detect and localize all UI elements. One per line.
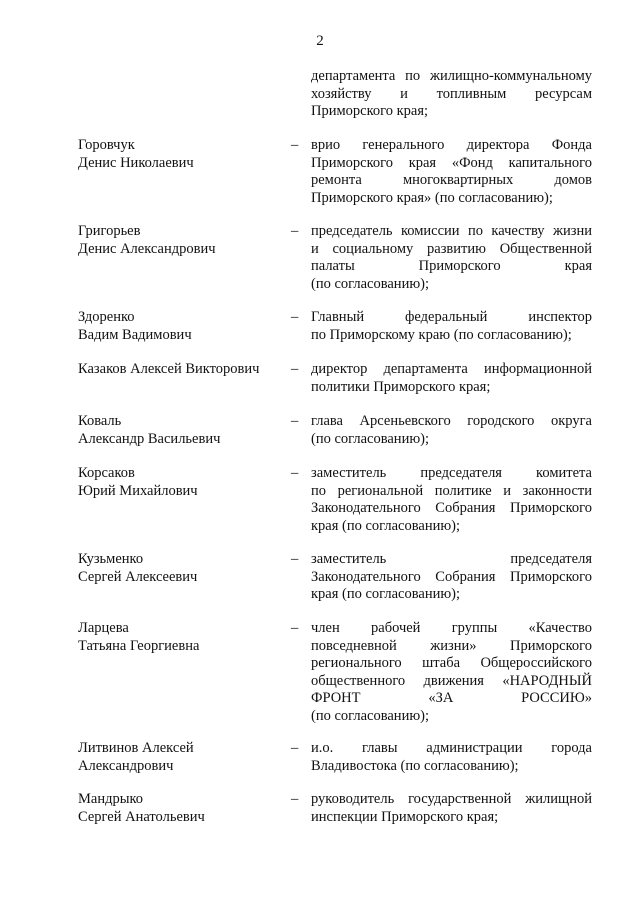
dash-separator: – <box>291 620 299 636</box>
desc-line: Законодательного Собрания Приморского <box>311 500 592 516</box>
desc-line: по Приморскому краю (по согласованию); <box>311 326 572 343</box>
member-name <box>78 361 278 379</box>
desc-line: ФРОНТ «ЗА РОССИЮ» <box>311 690 592 706</box>
name-line: Юрий Михайлович <box>78 482 198 499</box>
desc-line: края (по согласованию); <box>311 517 461 534</box>
name-line: Денис Александрович <box>78 240 216 257</box>
member-name <box>78 137 278 172</box>
desc-line: глава Арсеньевского городского округа <box>311 413 592 429</box>
desc-line: хозяйству и топливным ресурсам <box>311 85 592 102</box>
member-name <box>78 551 278 586</box>
name-line: Александрович <box>78 757 174 774</box>
dash-separator: – <box>291 223 299 239</box>
desc-line: повседневной жизни» Приморского <box>311 637 592 654</box>
member-position <box>311 791 592 826</box>
page-number: 2 <box>316 33 324 49</box>
desc-line: директор департамента информационной <box>311 361 592 377</box>
member-position <box>311 465 592 535</box>
desc-line: края (по согласованию); <box>311 586 461 602</box>
dash-separator: – <box>291 137 299 153</box>
continuation-description <box>311 68 592 121</box>
desc-line: Владивостока (по согласованию); <box>311 757 519 774</box>
name-line: Коваль <box>78 413 122 429</box>
desc-line: Приморского края «Фонд капитального <box>311 154 592 171</box>
name-line: Денис Николаевич <box>78 154 194 171</box>
desc-line: (по согласованию); <box>311 707 430 724</box>
desc-line: Приморского края; <box>311 103 429 119</box>
member-name <box>78 309 278 344</box>
member-name <box>78 620 278 655</box>
desc-line: Главный федеральный инспектор <box>311 309 592 325</box>
member-position <box>311 620 592 725</box>
member-name <box>78 223 278 258</box>
desc-line: Приморского края» (по согласованию); <box>311 189 553 206</box>
name-line: Казаков Алексей Викторович <box>78 361 260 377</box>
name-line: Литвинов Алексей <box>78 740 194 756</box>
desc-line: руководитель государственной жилищной <box>311 791 592 807</box>
name-line: Татьяна Георгиевна <box>78 637 200 654</box>
desc-line: ремонта многоквартирных домов <box>311 172 592 188</box>
desc-line: инспекции Приморского края; <box>311 808 499 825</box>
desc-line: заместитель председателя комитета <box>311 465 592 481</box>
name-line: Здоренко <box>78 309 135 325</box>
dash-separator: – <box>291 465 299 481</box>
name-line: Ларцева <box>78 620 129 636</box>
member-position <box>311 740 592 775</box>
name-line: Корсаков <box>78 465 135 481</box>
desc-line: регионального штаба Общероссийского <box>311 655 592 671</box>
desc-line: департамента по жилищно-коммунальному <box>311 68 592 84</box>
desc-line: председатель комиссии по качеству жизни <box>311 223 592 239</box>
name-line: Сергей Анатольевич <box>78 808 205 825</box>
member-position <box>311 309 592 344</box>
member-name <box>78 413 278 448</box>
desc-line: политики Приморского края; <box>311 378 491 395</box>
name-line: Александр Васильевич <box>78 430 221 447</box>
name-line: Сергей Алексеевич <box>78 568 198 585</box>
desc-line: врио генерального директора Фонда <box>311 137 592 153</box>
dash-separator: – <box>291 309 299 325</box>
dash-separator: – <box>291 361 299 377</box>
member-position <box>311 551 592 604</box>
dash-separator: – <box>291 791 299 807</box>
desc-line: палаты Приморского края <box>311 258 592 274</box>
desc-line: Законодательного Собрания Приморского <box>311 568 592 585</box>
member-position <box>311 223 592 293</box>
name-line: Горовчук <box>78 137 135 153</box>
name-line: Григорьев <box>78 223 141 239</box>
desc-line: член рабочей группы «Качество <box>311 620 592 636</box>
member-position <box>311 361 592 396</box>
dash-separator: – <box>291 740 299 756</box>
member-name <box>78 465 278 500</box>
desc-line: (по согласованию); <box>311 275 430 292</box>
name-line: Вадим Вадимович <box>78 326 192 343</box>
name-line: Мандрыко <box>78 791 144 807</box>
dash-separator: – <box>291 551 299 567</box>
member-position <box>311 137 592 207</box>
desc-line: и.о. главы администрации города <box>311 740 592 756</box>
desc-line: заместитель председателя <box>311 551 592 567</box>
desc-line: по региональной политике и законности <box>311 482 592 499</box>
desc-line: общественного движения «НАРОДНЫЙ <box>311 672 592 689</box>
desc-line: (по согласованию); <box>311 430 430 447</box>
member-position <box>311 413 592 448</box>
member-name <box>78 740 278 775</box>
name-line: Кузьменко <box>78 551 144 567</box>
desc-line: и социальному развитию Общественной <box>311 240 592 257</box>
member-name <box>78 791 278 826</box>
dash-separator: – <box>291 413 299 429</box>
